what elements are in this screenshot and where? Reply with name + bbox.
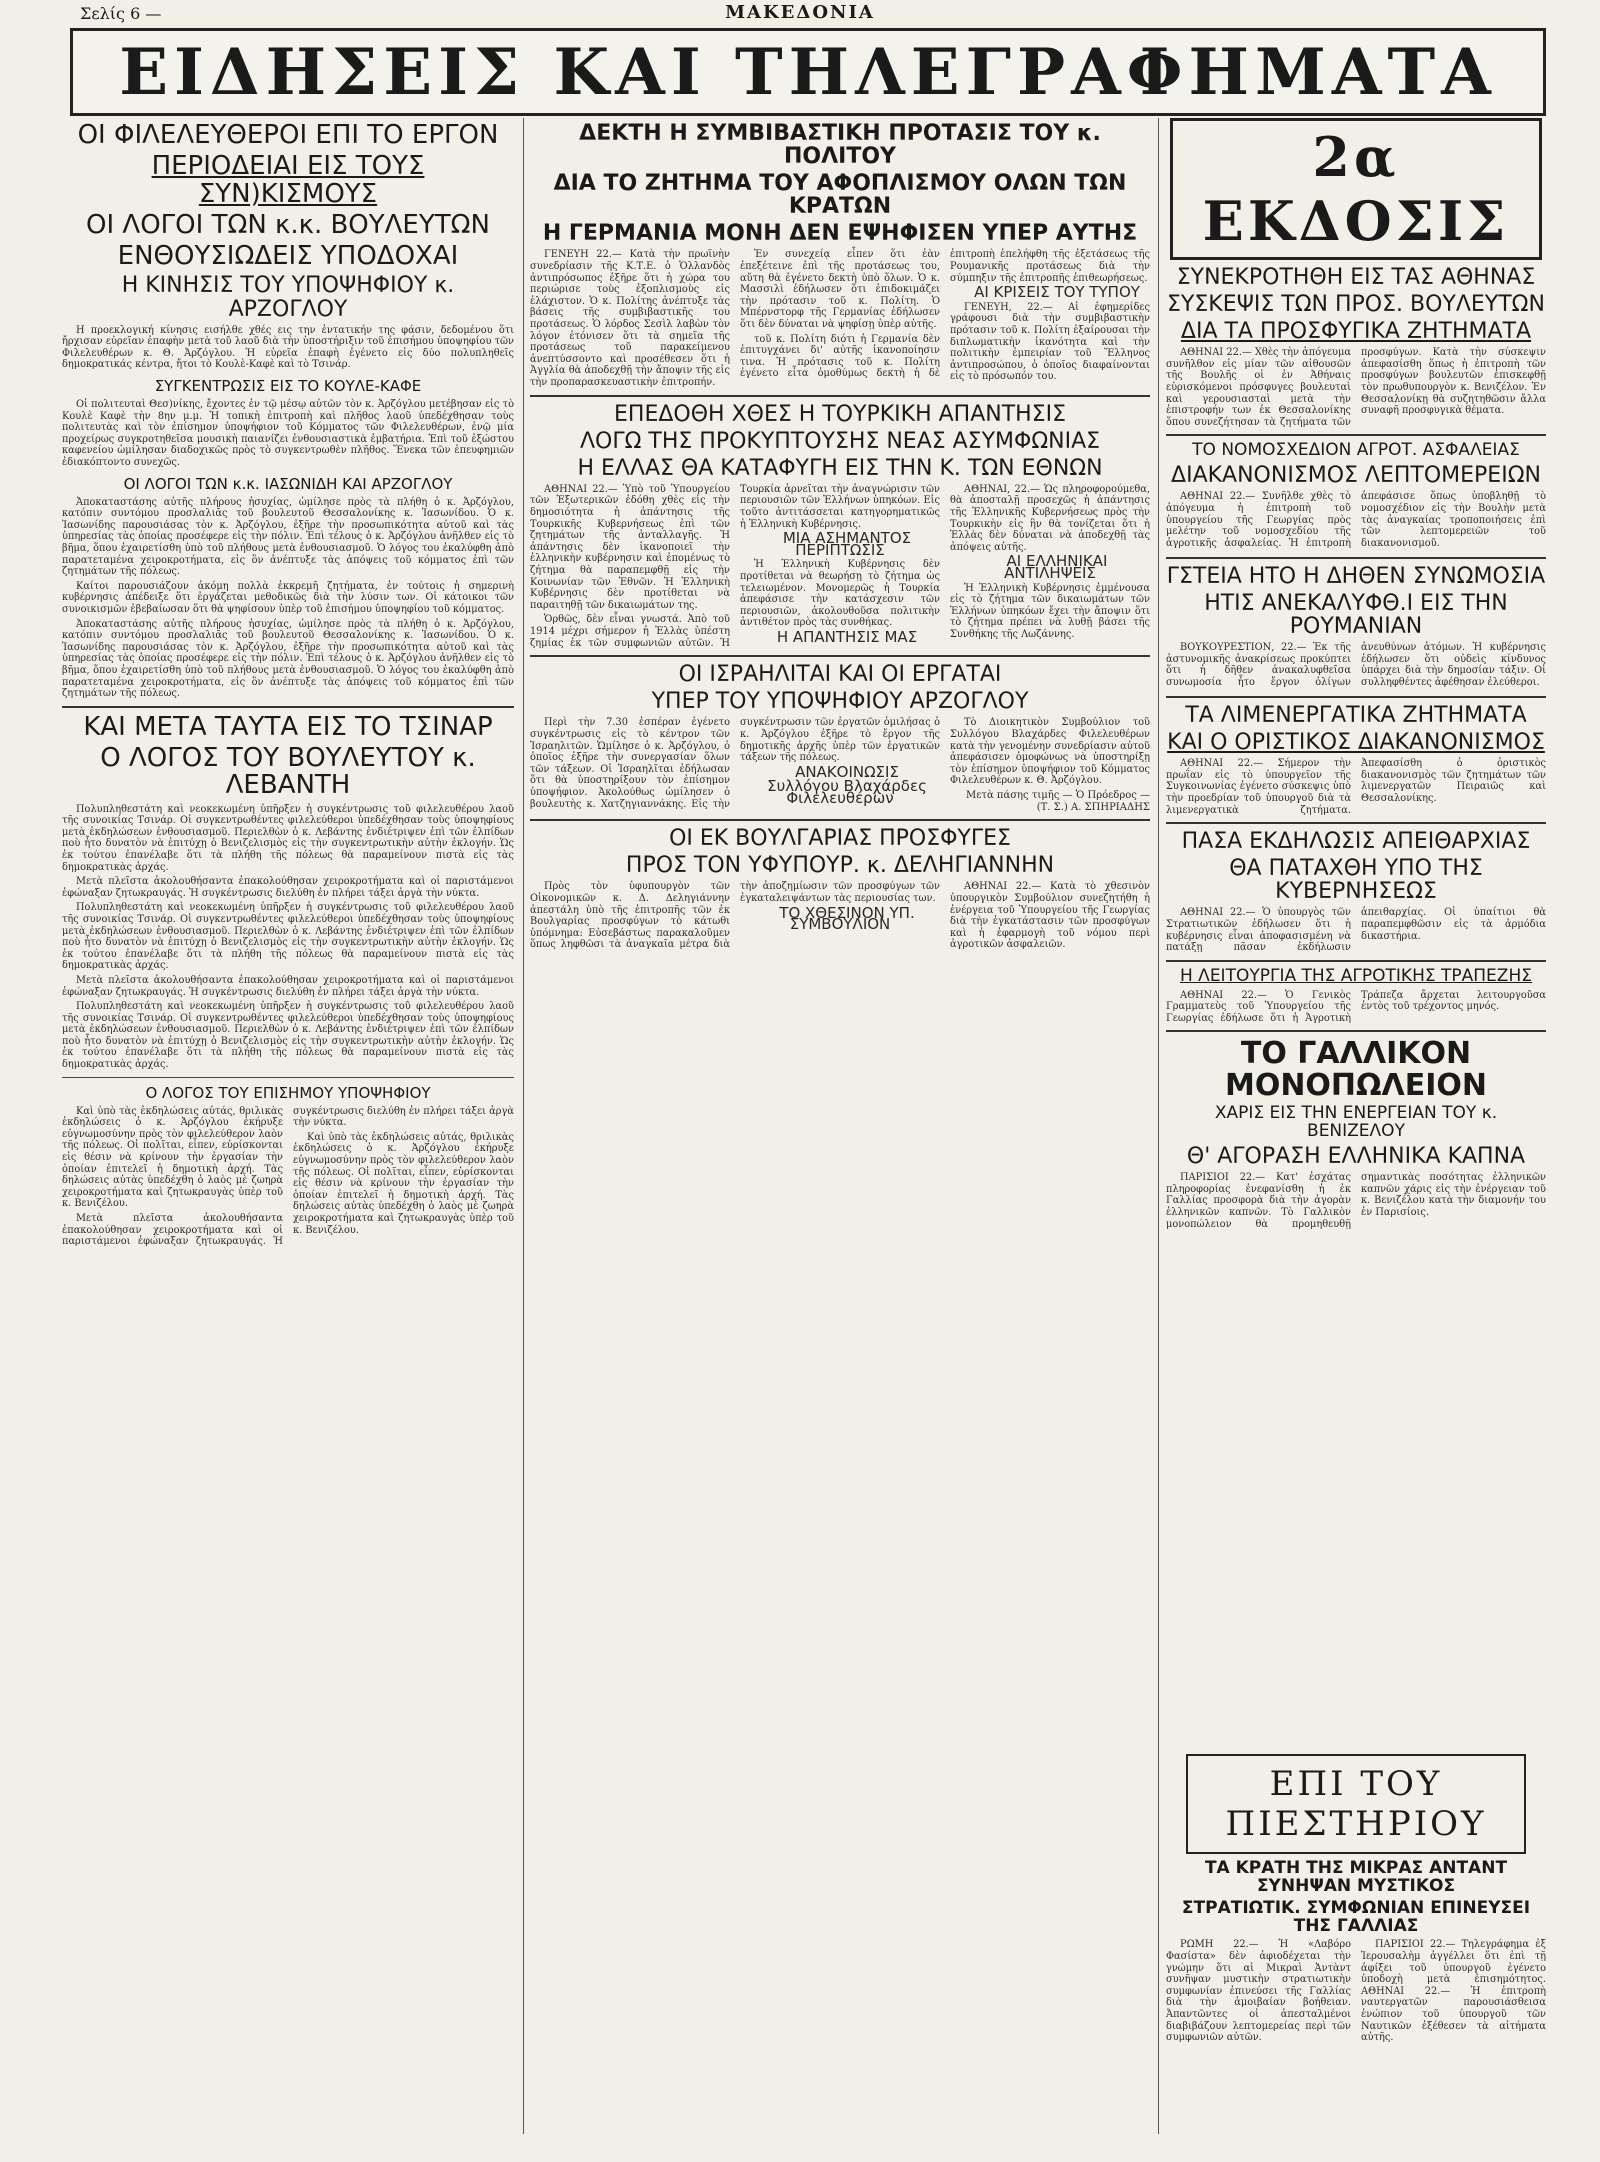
headline: ΤΟ ΓΑΛΛΙΚΟΝ ΜΟΝΟΠΩΛΕΙΟΝ (1224, 1036, 1488, 1103)
article-text (1166, 990, 1546, 1025)
paragraph: Ἡ Ἑλληνικὴ Κυβέρνησις ἐμμένουσα εἰς τὸ ζήτημα τῶν δικαιωμάτων τῶν Ἑλλήνων ὑπηκόων ἔχει τὴν ἄποψιν ὅτι τὸ ζήτημα πρέπει νὰ λυθῇ βάσει τῆς Συνθήκης τῆς Λωζάννης. (950, 582, 1150, 640)
headline: ΘΑ ΠΑΤΑΧΘΗ ΥΠΟ ΤΗΣ ΚΥΒΕΡΝΗΣΕΩΣ (1229, 856, 1483, 905)
article-text (530, 717, 1150, 813)
divider (62, 706, 514, 708)
headline: ΛΟΓΩ ΤΗΣ ΠΡΟΚΥΠΤΟΥΣΗΣ ΝΕΑΣ ΑΣΥΜΦΩΝΙΑΣ (579, 428, 1101, 454)
divider (1166, 1030, 1546, 1032)
paragraph: Πολυπληθεστάτη καὶ νεοκεκωμένη ὑπῆρξεν ἡ συγκέντρωσις τοῦ φιλελευθέρου λαοῦ τῆς συνοικίας Τσινάρ. Οἱ συγκεντρωθέντες φιλελεύθεροι ὑπεδέχθησαν τοὺς ὑποψηφίους μετὰ ἐκδηλώσεων ἐνθουσιασμοῦ. Περιελθὼν ὁ κ. Λεβάντης ἐνδιέτριψεν ἐπὶ τῶν ἐλπίδων ποὺ ἦτο δυνατὸν νὰ ἐπιτύχῃ ὁ Βενιζελισμὸς εἰς τὴν συγκεντρωτικὴν αὐτὴν ἐκλογήν. Ὡς ἐκ τούτου ἐπανέλαβε ὅτι τὰ πλήθη τῆς πόλεως θὰ παραμείνουν πιστὰ εἰς τὰς δημοκρατικὰς ἀρχάς. (62, 902, 514, 972)
paragraph: Μετὰ πλεῖστα ἀκολουθήσαντα ἐπακολούθησαν χειροκροτήματα καὶ οἱ παριστάμενοι ἐφώναξαν ζητωκραυγάς. Ἡ συγκέντρωσις διελύθη ἐν πλήρει τάξει ἀργὰ τὴν νύκτα. (62, 974, 514, 998)
paragraph: Ὁρθῶς, δὲν εἶναι γνωστά. Ἀπὸ τοῦ 1914 μέχρι σήμερον ἡ Ἑλλὰς ὑπέστη ζημίας ἐκ τῶν συμφωνιῶν αὐτῶν. Ἡ Τουρκία ἀρνεῖται τὴν ἀναγνώρισιν τῶν περιουσιῶν τῶν Ἑλλήνων ὑπηκόων. Εἰς τοῦτο ἀντιτάσσεται κατηγορηματικῶς ἡ Ἑλληνικὴ Κυβέρνησις. (530, 483, 940, 649)
paragraph: ΑΘΗΝΑΙ 22.— Ὁ Γενικὸς Γραμματεὺς τοῦ Ὑπουργείου τῆς Γεωργίας ἐδήλωσε ὅτι ἡ Ἀγροτικὴ Τράπεζα ἄρχεται λειτουργοῦσα ἐντὸς τοῦ τρέχοντος μηνός. (1166, 989, 1546, 1024)
headline: ΔΙΑΚΑΝΟΝΙΣΜΟΣ ΛΕΠΤΟΜΕΡΕΙΩΝ (1171, 463, 1541, 489)
section-heading: ΣΥΓΚΕΝΤΡΩΣΙΣ ΕΙΣ ΤΟ ΚΟΥΛΕ-ΚΑΦΕ (154, 377, 422, 396)
headline: ΤΑ ΛΙΜΕΝΕΡΓΑΤΙΚΑ ΖΗΤΗΜΑΤΑ (1185, 703, 1527, 728)
paragraph: Τὸ Διοικητικὸν Συμβούλιον τοῦ Συλλόγου Βλαχάρδες Φιλελευθέρων κατὰ τὴν γενομένην συνεδρίασιν αὐτοῦ ἀπεφάσισεν ὁμοφώνως νὰ ὑποστηρίξῃ τὸν ἐπίσημον ὑποψήφιον τοῦ Κόμματος Φιλελευθέρων κ. Θ. Ἀρζόγλου. (950, 717, 1150, 787)
headline: ΠΡΟΣ ΤΟΝ ΥΦΥΠΟΥΡ. κ. ΔΕΛΗΓΙΑΝΝΗΝ (625, 853, 1055, 879)
headline: ΟΙ ΙΣΡΑΗΛΙΤΑΙ ΚΑΙ ΟΙ ΕΡΓΑΤΑΙ (678, 662, 1002, 688)
paragraph: ΑΘΗΝΑΙ, 22.— Ὡς πληροφορούμεθα, θὰ ἀποσταλῇ προσεχῶς ἡ ἀπάντησις τῆς Ἑλληνικῆς Κυβερνήσεως πρὸς τὴν Τουρκικὴν εἰς ἣν θὰ τονίζεται ὅτι ἡ Ἑλλὰς δὲν δύναται νὰ ἀποδεχθῇ τὰς ἀπόψεις αὐτῆς. (950, 483, 1150, 553)
subheadline: Η ΚΙΝΗΣΙΣ ΤΟΥ ΥΠΟΨΗΦΙΟΥ κ. ΑΡΖΟΓΛΟΥ (121, 273, 455, 322)
headline: ΓΣΤΕΙΑ ΗΤΟ Η ΔΗΘΕΝ ΣΥΝΩΜΟΣΙΑ (1166, 563, 1546, 589)
signature: Μετὰ πάσης τιμῆς — Ὁ Πρόεδρος — (Τ. Σ.) Α. ΣΠΗΡΙΑΔΗΣ (966, 789, 1150, 813)
column-middle (530, 118, 1150, 2134)
paragraph: Περὶ τὴν 7.30 ἑσπέραν ἐγένετο συγκέντρωσις εἰς τὸ κέντρον τῶν Ἰσραηλιτῶν. Ὡμίλησε ὁ κ. Ἀρζόγλου, ὁ ὁποῖος ἐξῆρε τὴν συνεργασίαν ὅλων τῶν τάξεων. Οἱ Ἰσραηλῖται ἐδήλωσαν ὅτι θὰ ὑποστηρίξουν τὸν ἐπίσημον ὑποψήφιον. Ἀκολούθως ὡμίλησεν ὁ βουλευτὴς κ. Χατζηγιαννάκης. Εἰς τὴν συγκέντρωσιν τῶν ἐργατῶν ὁμιλήσας ὁ κ. Ἀρζόγλου ἐξῆρε τὸ ἔργον τῆς δημοτικῆς ἀρχῆς ὑπὲρ τῶν ἐργατικῶν τάξεων τῆς πόλεως. (530, 717, 940, 810)
section-heading: Η ΑΠΑΝΤΗΣΙΣ ΜΑΣ (776, 628, 918, 646)
headline: ΕΠΕΔΟΘΗ ΧΘΕΣ Η ΤΟΥΡΚΙΚΗ ΑΠΑΝΤΗΣΙΣ (614, 401, 1066, 427)
headline: Η ΕΛΛΑΣ ΘΑ ΚΑΤΑΦΥΓΗ ΕΙΣ ΤΗΝ Κ. ΤΩΝ ΕΘΝΩΝ (577, 455, 1103, 481)
article-text (1166, 1939, 1546, 2046)
divider (1166, 822, 1546, 824)
headline: ΔΕΚΤΗ Η ΣΥΜΒΙΒΑΣΤΙΚΗ ΠΡΟΤΑΣΙΣ ΤΟΥ κ. ΠΟΛΙΤΟΥ (579, 121, 1101, 170)
paragraph: Οἱ πολιτευταὶ Θεσ)νίκης, ἔχοντες ἐν τῷ μέσῳ αὐτῶν τὸν κ. Ἀρζόγλου μετέβησαν εἰς τὸ Κουλὲ Καφὲ τὴν 8ην μ.μ. Ἡ τοπικὴ ἐπιτροπὴ καὶ πλῆθος λαοῦ ὑπεδέχθησαν τοὺς πολιτευτὰς καὶ τὸν ἐπίσημον ὑποψήφιον τοῦ Κόμματος τῶν Φιλελευθέρων, ἐνῷ μία προχείρως συγκροτηθεῖσα μουσικὴ παιανίζει ἐνθουσιαστικὰ ἐμβατήρια. Ἐπὶ τοῦ ἐξώστου καφενείου ὡμίλησαν διαδοχικῶς πρὸς τὸ συγκεντρωθὲν πλῆθος. Ἕνεκα τῶν ἐπευφημιῶν ἐδιακόπτοντο συνεχῶς. (62, 399, 514, 469)
paragraph: τοῦ κ. Πολίτη διότι ἡ Γερμανία δὲν ἐπιτυγχάνει δι' αὐτῆς ἱκανοποίησιν τινα. Ἡ πρότασις τοῦ κ. Πολίτη ἐγένετο εἶτα ὁμοθύμως δεκτὴ ἡ δὲ ἐπιτροπὴ ἐπελήφθη τῆς ἐξετάσεως τῆς Ρουμανικῆς προτάσεως διὰ τὴν σύμπηξιν τῆς ἐπιτροπῆς ἐπιθεωρήσεως. (740, 249, 1150, 380)
paragraph: ΠΑΡΙΣΙΟΙ 22.— Τηλεγράφημα ἐξ Ἱερουσαλὴμ ἀγγέλλει ὅτι ἐπὶ τῇ ἀφίξει τοῦ ὑπουργοῦ ἐγένετο ὑποδοχὴ μετὰ ἐπισημότητος. ΑΘΗΝΑΙ 22.— Ἡ ἐπιτροπὴ ναυτεργατῶν παρουσιάσθεισα ἐνώπιον τοῦ ὑπουργοῦ τῶν Ναυτικῶν ἐξέθεσεν τὰ αἰτήματα αὐτῆς. (1361, 1939, 1546, 2044)
headline: ΔΙΑ ΤΟ ΖΗΤΗΜΑ ΤΟΥ ΑΦΟΠΛΙΣΜΟΥ ΟΛΩΝ ΤΩΝ ΚΡΑΤΩΝ (553, 171, 1127, 220)
paragraph: Καὶ ὑπὸ τὰς ἐκδηλώσεις αὐτάς, θριλικὰς ἐκδηλώσεις ὁ κ. Ἀρζόγλου ἐκήρυξε εὐγνωμοσύνην πρὸς τὸν φιλελεύθερον λαὸν τῆς πόλεως. Οἱ πολῖται, εἶπεν, εὑρίσκονται εἰς θέσιν νὰ κρίνουν τὴν ἐργασίαν τὴν ὁποίαν ἐπιτελεῖ ἡ δημοτικὴ ἀρχή. Τὰς δηλώσεις αὐτὰς ὑπεδέχθη ὁ λαὸς μὲ ζωηρὰ χειροκροτήματα καὶ ζητωκραυγὰς ὑπὲρ τοῦ κ. Βενιζέλου. (62, 1105, 283, 1210)
newspaper-name: ΜΑΚΕΔΟΝΙΑ (725, 2, 875, 23)
article-text (62, 804, 514, 1071)
headline: ΗΤΙΣ ΑΝΕΚΑΛΥΦΘ.Ι ΕΙΣ ΤΗΝ ΡΟΥΜΑΝΙΑΝ (1204, 590, 1508, 640)
paragraph: ΑΘΗΝΑΙ 22.— Ὑπὸ τοῦ Ὑπουργείου τῶν Ἐξωτερικῶν ἐδόθη χθὲς εἰς τὴν δημοσιότητα ἡ ἀπάντησις τῆς Τουρκικῆς Κυβερνήσεως ἐπὶ τῶν ζητημάτων τῆς ἀνταλλαγῆς. Ἡ ἀπάντησις δὲν ἱκανοποιεῖ τὴν ἑλληνικὴν κυβέρνησιν καὶ ἐπομένως τὸ ζήτημα θὰ παραπεμφθῇ εἰς τὴν Κοινωνίαν τῶν Ἐθνῶν. Ἡ Ἑλληνικὴ Κυβέρνησις δὲν προτίθεται νὰ παραιτηθῇ τῶν δικαιωμάτων της. (530, 483, 730, 611)
press-section (1166, 1748, 1546, 2134)
paragraph: ΒΟΥΚΟΥΡΕΣΤΙΟΝ, 22.— Ἐκ τῆς ἀστυνομικῆς ἀνακρίσεως προκύπτει ὅτι ἡ δῆθεν ἀνακαλυφθεῖσα συνωμοσία ἦτο ἔργον ὀλίγων ἀνευθύνων ἀτόμων. Ἡ κυβέρνησις ἐδήλωσεν ὅτι οὐδεὶς κίνδυνος ὑπάρχει διὰ τὴν δημοσίαν τάξιν. Οἱ συλληφθέντες ἀφέθησαν ἐλεύθεροι. (1166, 642, 1546, 688)
section-heading: ΟΙ ΛΟΓΟΙ ΤΩΝ κ.κ. ΙΑΣΩΝΙΔΗ ΚΑΙ ΑΡΖΟΓΛΟΥ (123, 474, 453, 493)
paragraph: Ἀποκαταστάσης αὐτῆς πλήρους ἡσυχίας, ὡμίλησε πρὸς τὰ πλήθη ὁ κ. Ἀρζόγλου, κατόπιν συντόμου προσλαλιᾶς τοῦ βουλευτοῦ Θεσσαλονίκης κ. Ἰασωνίδου. Ὁ κ. Ἰασωνίδης παρουσιάσας τὸν κ. Ἀρζόγλου, ἐξῆρε τὴν προσωπικότητα αὐτοῦ καὶ τὰς ὑπηρεσίας τὰς ὁποίας προσέφερε εἰς τὴν πόλιν. Ἐπὶ τέλους ὁ κ. Ἀρζόγλου ἀνῆλθεν εἰς τὸ βῆμα, ὅπου ἐχαιρετίσθη ὑπὸ τοῦ πλήθους μετὰ ἐνθουσιασμοῦ. Ὁ λόγος του ἐκαλύφθη ἀπὸ παρατεταμένα χειροκροτήματα, εἰς ὃν ἀνέπτυξε τὰς ἀπόψεις τοῦ κόμματος ἐπὶ τῶν ζητημάτων τῆς πόλεως. (62, 618, 514, 700)
headline: ΤΑ ΚΡΑΤΗ ΤΗΣ ΜΙΚΡΑΣ ΑΝΤΑΝΤ ΣΥΝΗΨΑΝ ΜΥΣΤΙΚΟΣ (1204, 1858, 1508, 1896)
paragraph: Πολυπληθεστάτη καὶ νεοκεκωμένη ὑπῆρξεν ἡ συγκέντρωσις τοῦ φιλελευθέρου λαοῦ τῆς συνοικίας Τσινάρ. Οἱ συγκεντρωθέντες φιλελεύθεροι ὑπεδέχθησαν τοὺς ὑποψηφίους μετὰ ἐκδηλώσεων ἐνθουσιασμοῦ. Περιελθὼν ὁ κ. Λεβάντης ἐνδιέτριψεν ἐπὶ τῶν ἐλπίδων ποὺ ἦτο δυνατὸν νὰ ἐπιτύχῃ ὁ Βενιζελισμὸς εἰς τὴν συγκεντρωτικὴν αὐτὴν ἐκλογήν. Ὡς ἐκ τούτου ἐπανέλαβε ὅτι τὰ πλήθη τῆς πόλεως θὰ παραμείνουν πιστὰ εἰς τὰς δημοκρατικὰς ἀρχάς. (62, 803, 514, 873)
headline: ΠΑΣΑ ΕΚΔΗΛΩΣΙΣ ΑΠΕΙΘΑΡΧΙΑΣ (1181, 829, 1531, 855)
headline: ΕΝΘΟΥΣΙΩΔΕΙΣ ΥΠΟΔΟΧΑΙ (117, 241, 459, 272)
headline: Ο ΛΟΓΟΣ ΤΟΥ ΒΟΥΛΕΥΤΟΥ κ. ΛΕΒΑΝΤΗ (100, 743, 476, 801)
headline: ΣΤΡΑΤΙΩΤΙΚ. ΣΥΜΦΩΝΙΑΝ ΕΠΙΝΕΥΣΕΙ ΤΗΣ ΓΑΛΛΙΑΣ (1181, 1897, 1531, 1936)
section-heading: Ο ΛΟΓΟΣ ΤΟΥ ΕΠΙΣΗΜΟΥ ΥΠΟΨΗΦΙΟΥ (145, 1083, 431, 1102)
divider (530, 819, 1150, 821)
divider (1166, 960, 1546, 962)
headline: Η ΛΕΙΤΟΥΡΓΙΑ ΤΗΣ ΑΓΡΟΤΙΚΗΣ ΤΡΑΠΕΖΗΣ (1180, 965, 1532, 986)
divider (530, 395, 1150, 397)
divider (1166, 557, 1546, 559)
page-number: Σελίς 6 — (80, 4, 162, 23)
headline: ΧΑΡΙΣ ΕΙΣ ΤΗΝ ΕΝΕΡΓΕΙΑΝ ΤΟΥ κ. ΒΕΝΙΖΕΛΟΥ (1214, 1103, 1498, 1142)
headline: ΤΟ ΝΟΜΟΣΧΕΔΙΟΝ ΑΓΡΟΤ. ΑΣΦΑΛΕΙΑΣ (1192, 440, 1520, 461)
paragraph: Μετὰ πλεῖστα ἀκολουθήσαντα ἐπακολούθησαν χειροκροτήματα καὶ οἱ παριστάμενοι ἐφώναξαν ζητωκραυγάς. Ἡ συγκέντρωσις διελύθη ἐν πλήρει τάξει ἀργὰ τὴν νύκτα. (62, 1105, 514, 1248)
article-text (1166, 1172, 1546, 1230)
column-divider (523, 118, 524, 2134)
paragraph: Πρὸς τὸν ὑφυπουργὸν τῶν Οἰκονομικῶν κ. Δ. Δεληγιάννην ἀπεστάλη ὑπὸ τῆς ἐπιτροπῆς τῶν ἐκ Βουλγαρίας προσφύγων τὸ κάτωθι ὑπόμνημα: Εὐσεβάστως παρακαλοῦμεν ὅπως ληφθῶσι τὰ ἀναγκαῖα μέτρα διὰ τὴν ἀποζημίωσιν τῶν προσφύγων τῶν ἐγκαταλειψάντων τὰς περιουσίας των. (530, 881, 940, 951)
article-text (62, 325, 514, 371)
article-text (62, 497, 514, 700)
paragraph: ΡΩΜΗ 22.— Ἡ «Λαβόρο Φασίστα» δὲν ἀφιοδέχεται τὴν γνώμην ὅτι αἱ Μικραὶ Ἀντὰντ συνῆψαν μυστικὴν στρατιωτικὴν συμφωνίαν ἐπινεύσει τῆς Γαλλίας διὰ τὴν ἀμοιβαίαν βοήθειαν. Ἀπαντῶντες οἱ ἀπεσταλμένοι διαβιβάζουν λεπτομερείας περὶ τῶν συμφωνιῶν αὐτῶν. (1166, 1939, 1351, 2044)
section-heading: ΑΙ ΕΛΛΗΝΙΚΑΙ ΑΝΤΙΛΗΨΕΙΣ (1004, 552, 1108, 583)
paragraph: ΑΘΗΝΑΙ 22.— Σήμερον τὴν πρωΐαν εἰς τὸ ὑπουργεῖον τῆς Συγκοινωνίας ἐγένετο σύσκεψις ὑπὸ τὴν προεδρίαν τοῦ ὑπουργοῦ διὰ τὰ λιμενεργατικὰ ζητήματα. Ἀπεφασίσθη ὁ ὁριστικὸς διακανονισμὸς τῶν ζητημάτων τῶν λιμενεργατῶν Πειραιῶς καὶ Θεσσαλονίκης. (1166, 758, 1546, 816)
article-text (530, 484, 1150, 649)
headline: ΣΥΣΚΕΨΙΣ ΤΩΝ ΠΡΟΣ. ΒΟΥΛΕΥΤΩΝ (1167, 292, 1545, 318)
column-left (62, 118, 514, 2134)
headline: ΠΕΡΙΟΔΕΙΑΙ ΕΙΣ ΤΟΥΣ ΣΥΝ)ΚΙΣΜΟΥΣ (151, 151, 425, 209)
paragraph: ΑΘΗΝΑΙ 22.— Χθὲς τὴν ἀπόγευμα συνῆλθον εἰς μίαν τῶν αἰθουσῶν τῆς Βουλῆς οἱ ἐν Ἀθήναις εὑρισκόμενοι πρόσφυγες βουλευταὶ καὶ γερουσιασταὶ μετὰ τὴν ἐπιστροφήν των ἐκ Θεσσαλονίκης ὅπου συνεζήτησαν τὰ ζητήματα τῶν προσφύγων. Κατὰ τὴν σύσκεψιν ἀπεφασίσθη ὅπως ἡ ἐπιτροπὴ τῶν προσφύγων βουλευτῶν ἐπισκεφθῇ τὸν πρωθυπουργὸν κ. Βενιζέλον. Ἐν Θεσσαλονίκῃ θὰ συζητηθῶσιν ἄλλα συναφῆ προσφυγικὰ θέματα. (1166, 347, 1546, 428)
paragraph: ΠΑΡΙΣΙΟΙ 22.— Κατ' ἐσχάτας πληροφορίας ἐνεφανίσθη ἡ ἐκ Γαλλίας προσφορὰ διὰ τὴν ἀγορὰν ἑλληνικῶν καπνῶν. Τὸ Γαλλικὸν μονοπώλειον θὰ προμηθευθῇ σημαντικὰς ποσότητας ἑλληνικῶν καπνῶν χάρις εἰς τὴν ἐνέργειαν τοῦ κ. Βενιζέλου κατὰ τὴν διαμονήν του ἐν Παρισίοις. (1166, 1172, 1546, 1230)
divider (1166, 434, 1546, 436)
article-text (530, 249, 1150, 388)
press-box-title: ΕΠΙ ΤΟΥ ΠΙΕΣΤΗΡΙΟΥ (1186, 1754, 1526, 1854)
section-heading: ΤΟ ΧΘΕΣΙΝΟΝ ΥΠ. ΣΥΜΒΟΥΛΙΟΝ (779, 903, 915, 934)
headline: ΥΠΕΡ ΤΟΥ ΥΠΟΨΗΦΙΟΥ ΑΡΖΟΓΛΟΥ (651, 689, 1029, 715)
headline: ΟΙ ΕΚ ΒΟΥΛΓΑΡΙΑΣ ΠΡΟΣΦΥΓΕΣ (669, 826, 1011, 852)
article-text (530, 881, 1150, 951)
headline: Η ΓΕΡΜΑΝΙΑ ΜΟΝΗ ΔΕΝ ΕΨΗΦΙΣΕΝ ΥΠΕΡ ΑΥΤΗΣ (542, 221, 1138, 247)
column-right (1166, 118, 1546, 1742)
second-edition-banner: 2α ΕΚΔΟΣΙΣ (1170, 118, 1542, 260)
paragraph: ΑΘΗΝΑΙ 22.— Κατὰ τὸ χθεσινὸν ὑπουργικὸν Συμβούλιον συνεζητήθη ἡ ἐνέργεια τοῦ Ὑπουργείου τῆς Γεωργίας διὰ τὴν ἐγκατάστασιν τῶν προσφύγων καὶ ἡ ἐφαρμογὴ τοῦ νόμου περὶ ἀγροτικῶν ἀσφαλειῶν. (950, 881, 1150, 951)
paragraph: Ἡ Ἑλληνικὴ Κυβέρνησις δὲν προτίθεται νὰ θεωρήσῃ τὸ ζήτημα ὡς τελειωμένον. Μονομερῶς ἡ Τουρκία ἀπεφάσισε τὴν κατάσχεσιν τῶν περιουσιῶν, ἀκολουθοῦσα πολιτικὴν ἀντιθέτον πρὸς τὰς συνθήκας. (740, 559, 940, 629)
headline: ΣΥΝΕΚΡΟΤΗΘΗ ΕΙΣ ΤΑΣ ΑΘΗΝΑΣ (1176, 265, 1536, 290)
paragraph: ΑΘΗΝΑΙ 22.— Συνῆλθε χθὲς τὸ ἀπόγευμα ἡ ἐπιτροπὴ τοῦ ὑπουργείου τῆς Γεωργίας πρὸς μελέτην τοῦ νομοσχεδίου τῆς ἀγροτικῆς ἀσφαλείας. Ἡ ἐπιτροπὴ ἀπεφάσισε ὅπως ὑποβληθῇ τὸ νομοσχέδιον εἰς τὴν Βουλὴν μετὰ τὰς ἀναγκαίας τροποποιήσεις ἐπὶ τῶν λεπτομερειῶν τοῦ διακανονισμοῦ. (1166, 491, 1546, 549)
headline: ΔΙΑ ΤΑ ΠΡΟΣΦΥΓΙΚΑ ΖΗΤΗΜΑΤΑ (1180, 319, 1532, 345)
article-text (1166, 758, 1546, 816)
paragraph: Ἐν συνεχείᾳ εἶπεν ὅτι ἐὰν ἐπεξέτεινε ἐπὶ τῆς προτάσεως του, αὕτη θὰ ἐγένετο δεκτὴ ὑπὸ ὅλων. Ὁ κ. Μασσιλὶ ἐδήλωσεν ὅτι ἐπιδοκιμάζει τὴν πρότασιν τοῦ κ. Πολίτη. Ὁ Μπέρνστορφ τῆς Γερμανίας ἐδήλωσεν ὅτι δὲν δύναται νὰ ψηφίσῃ ὑπὲρ αὐτῆς. (740, 249, 940, 331)
headline: Θ' ΑΓΟΡΑΣΗ ΕΛΛΗΝΙΚΑ ΚΑΠΝΑ (1186, 1144, 1526, 1170)
paragraph: Πολυπληθεστάτη καὶ νεοκεκωμένη ὑπῆρξεν ἡ συγκέντρωσις τοῦ φιλελευθέρου λαοῦ τῆς συνοικίας Τσινάρ. Οἱ συγκεντρωθέντες φιλελεύθεροι ὑπεδέχθησαν τοὺς ὑποψηφίους μετὰ ἐκδηλώσεων ἐνθουσιασμοῦ. Περιελθὼν ὁ κ. Λεβάντης ἐνδιέτριψεν ἐπὶ τῶν ἐλπίδων ποὺ ἦτο δυνατὸν νὰ ἐπιτύχῃ ὁ Βενιζελισμὸς εἰς τὴν συγκεντρωτικὴν αὐτὴν ἐκλογήν. Ὡς ἐκ τούτου ἐπανέλαβε ὅτι τὰ πλήθη τῆς πόλεως θὰ παραμείνουν πιστὰ εἰς τὰς δημοκρατικὰς ἀρχάς. (62, 1001, 514, 1071)
headline: ΚΑΙ Ο ΟΡΙΣΤΙΚΟΣ ΔΙΑΚΑΝΟΝΙΣΜΟΣ (1167, 730, 1545, 756)
paragraph: Μετὰ πλεῖστα ἀκολουθήσαντα ἐπακολούθησαν χειροκροτήματα καὶ οἱ παριστάμενοι ἐφώναξαν ζητωκραυγάς. Ἡ συγκέντρωσις διελύθη ἐν πλήρει τάξει ἀργὰ τὴν νύκτα. (62, 876, 514, 899)
article-text (1166, 347, 1546, 428)
section-heading: ΑΝΑΚΟΙΝΩΣΙΣ (795, 762, 899, 781)
paragraph: Καίτοι παρουσιάζουν ἀκόμη πολλὰ ἐκκρεμῆ ζητήματα, ἐν τούτοις ἡ σημερινὴ κυβέρνησις ἀπέδειξε ὅτι ἐργάζεται μεθοδικῶς διὰ τὴν λύσιν των. Οἱ κάτοικοι τῶν συνοικισμῶν ἐβεβαίωσαν ὅτι θὰ ψηφίσουν ὑπὲρ τοῦ ἐπισήμου ὑποψηφίου τοῦ κόμματος. (62, 580, 514, 615)
paragraph: Ἀποκαταστάσης αὐτῆς πλήρους ἡσυχίας, ὡμίλησε πρὸς τὰ πλήθη ὁ κ. Ἀρζόγλου, κατόπιν συντόμου προσλαλιᾶς τοῦ βουλευτοῦ Θεσσαλονίκης κ. Ἰασωνίδου. Ὁ κ. Ἰασωνίδης παρουσιάσας τὸν κ. Ἀρζόγλου, ἐξῆρε τὴν προσωπικότητα αὐτοῦ καὶ τὰς ὑπηρεσίας τὰς ὁποίας προσέφερε εἰς τὴν πόλιν. Ἐπὶ τέλους ὁ κ. Ἀρζόγλου ἀνῆλθεν εἰς τὸ βῆμα, ὅπου ἐχαιρετίσθη ὑπὸ τοῦ πλήθους μετὰ ἐνθουσιασμοῦ. Ὁ λόγος του ἐκαλύφθη ἀπὸ παρατεταμένα χειροκροτήματα, εἰς ὃν ἀνέπτυξε τὰς ἀπόψεις τοῦ κόμματος ἐπὶ τῶν ζητημάτων τῆς πόλεως. (62, 496, 514, 578)
divider (530, 655, 1150, 657)
article-text (1166, 907, 1546, 953)
paragraph: ΓΕΝΕΥΗ 22.— Κατὰ τὴν πρωϊνὴν συνεδρίασιν τῆς Κ.Τ.Ε. ὁ Ὁλλανδὸς ἀντιπρόσωπος ἐξῆρε ὅτι ἡ χώρα του περιώρισε τοὺς ἐξοπλισμοὺς εἰς ἐλάχιστον. Ὁ κ. Πολίτης ἀνέπτυξε τὰς βάσεις τῆς συμβιβαστικῆς του προτάσεως. Ὁ λόρδος Σεσὶλ λαβὼν τὸν λόγον ἐτόνισεν ὅτι τὰ σημεῖα τῆς προτάσεως τοῦ παρακείμενου ἀνεπτύσσοντο καὶ προσέθεσεν ὅτι ἡ Ἀγγλία θὰ ἀποδεχθῇ τὴν ἄποψιν τῆς εἰς τὴν προπαρασκευαστικὴν ἐπιτροπήν. (530, 249, 730, 388)
article-text (62, 399, 514, 469)
paragraph: Η προεκλογική κίνησις εισήλθε χθές εις την ἐντατικήν της φάσιν, δεδομένου ὅτι ἤρχισαν εὐρεῖαν ἐπαφὴν μετὰ τοῦ λαοῦ διὰ τὴν ὑποστήριξιν τοῦ ἐπισήμου ὑποψηφίου τῶν Φιλελευθέρων κ. Θ. Ἀρζόγλου. Ἡ εὐρεῖα ἐπαφὴ ἐγένετο εἰς δύο πολυπληθεῖς δημοκρατικάς κέντρα, ἤτοι τὸ Κουλὲ-Καφὲ καὶ τὸ Τσινάρ. (62, 324, 514, 371)
column-divider (1158, 118, 1159, 2134)
section-subheading: Συλλόγου Βλαχάρδες Φιλελευθέρων (767, 777, 927, 807)
paragraph: ΓΕΝΕΥΗ, 22.— Αἱ ἐφημερίδες γράφουσι διὰ τὴν συμβιβαστικὴν πρότασιν τοῦ κ. Πολίτη ἐξαίρουσαι τὴν διπλωματικὴν ἱκανότητα καὶ τὴν πολιτικὴν ἐμπειρίαν τοῦ Ἕλληνος ἀντιπροσώπου, ὁ ὁποῖος διαφαίνονται εἰς τὸ πρόσωπόν του. (950, 301, 1150, 383)
headline: ΚΑΙ ΜΕΤΑ ΤΑΥΤΑ ΕΙΣ ΤΟ ΤΣΙΝΑΡ (83, 711, 493, 742)
headline: ΟΙ ΦΙΛΕΛΕΥΘΕΡΟΙ ΕΠΙ ΤΟ ΕΡΓΟΝ (77, 120, 499, 150)
section-heading: ΑΙ ΚΡΙΣΕΙΣ ΤΟΥ ΤΥΠΟΥ (974, 283, 1140, 302)
divider (62, 1077, 514, 1078)
paragraph: Καὶ ὑπὸ τὰς ἐκδηλώσεις αὐτάς, θριλικὰς ἐκδηλώσεις ὁ κ. Ἀρζόγλου ἐκήρυξε εὐγνωμοσύνην πρὸς τὸν φιλελεύθερον λαὸν τῆς πόλεως. Οἱ πολῖται, εἶπεν, εὑρίσκονται εἰς θέσιν νὰ κρίνουν τὴν ἐργασίαν τὴν ὁποίαν ἐπιτελεῖ ἡ δημοτικὴ ἀρχή. Τὰς δηλώσεις αὐτὰς ὑπεδέχθη ὁ λαὸς μὲ ζωηρὰ χειροκροτήματα καὶ ζητωκραυγὰς ὑπὲρ τοῦ κ. Βενιζέλου. (293, 1131, 514, 1236)
masthead: ΕΙΔΗΣΕΙΣ ΚΑΙ ΤΗΛΕΓΡΑΦΗΜΑΤΑ (70, 28, 1546, 116)
headline: ΟΙ ΛΟΓΟΙ ΤΩΝ κ.κ. ΒΟΥΛΕΥΤΩΝ (86, 209, 490, 240)
paragraph: ΑΘΗΝΑΙ 22.— Ὁ ὑπουργὸς τῶν Στρατιωτικῶν ἐδήλωσεν ὅτι ἡ κυβέρνησις εἶναι ἀποφασισμένη νὰ πατάξῃ πᾶσαν ἐκδήλωσιν ἀπειθαρχίας. Οἱ ὑπαίτιοι θὰ παραπεμφθῶσιν εἰς τὰ ἁρμόδια δικαστήρια. (1166, 907, 1546, 954)
section-heading: ΜΙΑ ΑΣΗΜΑΝΤΟΣ ΠΕΡΙΠΤΩΣΙΣ (782, 529, 912, 559)
article-text (1166, 491, 1546, 550)
article-text (1166, 642, 1546, 690)
divider (1166, 696, 1546, 698)
article-text (62, 1106, 514, 1248)
